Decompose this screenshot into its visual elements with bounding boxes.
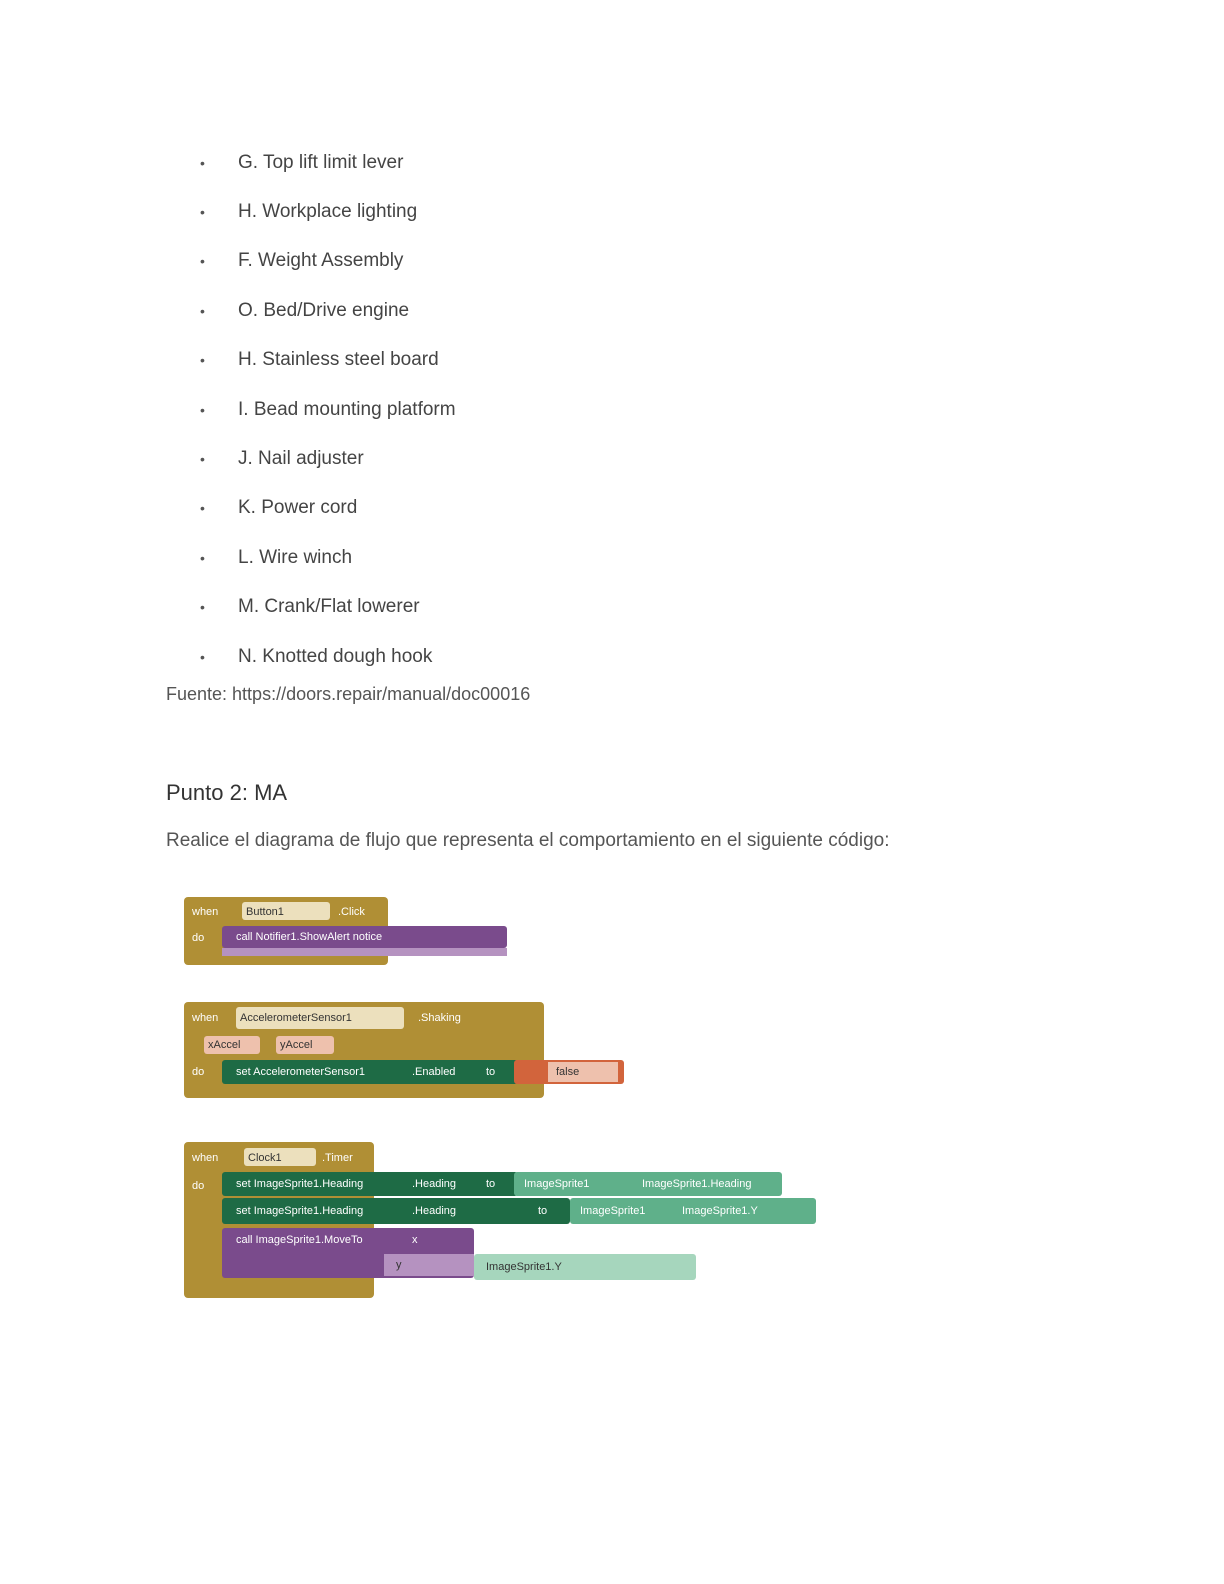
list-item-label: F. Weight Assembly	[238, 250, 404, 272]
list-item	[200, 336, 456, 385]
bullet-icon: •	[200, 204, 205, 221]
source-line: Fuente: https://doors.repair/manual/doc00016	[166, 684, 531, 704]
list-item	[200, 286, 456, 335]
bullet-icon: •	[200, 401, 205, 418]
event-name: .Click	[338, 906, 365, 918]
row2-text: set ImageSprite1.Heading	[236, 1205, 364, 1217]
bullet-icon: •	[200, 648, 205, 665]
list-item-label: J. Nail adjuster	[238, 448, 364, 470]
list-item-label: H. Workplace lighting	[238, 201, 418, 223]
bullet-icon: •	[200, 253, 205, 270]
row1-b: ImageSprite1.Heading	[642, 1178, 752, 1190]
list-item-label: G. Top lift limit lever	[238, 151, 404, 173]
bullet-icon: •	[200, 549, 205, 566]
list-item	[200, 385, 456, 434]
row2-b: ImageSprite1.Y	[682, 1205, 758, 1217]
to-label: to	[486, 1066, 496, 1078]
call-text: call Notifier1.ShowAlert notice	[236, 931, 383, 943]
component-name: AccelerometerSensor1	[240, 1012, 352, 1024]
list-item	[200, 138, 456, 187]
list-item-label: I. Bead mounting platform	[238, 398, 456, 420]
set-prop: .Enabled	[412, 1066, 456, 1078]
row3-value: ImageSprite1.Y	[486, 1261, 562, 1273]
bullet-icon: •	[200, 599, 205, 616]
do-label: do	[192, 1066, 205, 1078]
list-item	[200, 533, 456, 582]
list-item	[200, 434, 456, 483]
row3-y: y	[396, 1259, 402, 1271]
when-keyword: when	[192, 906, 219, 918]
row2-prop: .Heading	[412, 1205, 457, 1217]
list-item	[200, 484, 456, 533]
when-keyword: when	[192, 1012, 219, 1024]
section-title: Punto 2: MA	[166, 780, 288, 805]
row1-text: set ImageSprite1.Heading	[236, 1178, 364, 1190]
row1-a: ImageSprite1	[524, 1178, 590, 1190]
list-item-label: K. Power cord	[238, 497, 358, 519]
row2-a: ImageSprite1	[580, 1205, 646, 1217]
when-keyword: when	[192, 1152, 219, 1164]
value-text: false	[556, 1066, 580, 1078]
list-item	[200, 583, 456, 632]
row3-text: call ImageSprite1.MoveTo	[236, 1234, 363, 1246]
call-block-shadow	[222, 948, 507, 956]
list-item	[200, 632, 456, 681]
list-item	[200, 237, 456, 286]
component-name: Clock1	[248, 1152, 282, 1164]
bullet-icon: •	[200, 352, 205, 369]
do-label: do	[192, 932, 205, 944]
list-item-label: M. Crank/Flat lowerer	[238, 596, 420, 618]
component-list	[200, 138, 456, 681]
do-label: do	[192, 1180, 205, 1192]
list-item-label: H. Stainless steel board	[238, 349, 439, 371]
set-text: set AccelerometerSensor1	[236, 1066, 366, 1078]
list-item-label: N. Knotted dough hook	[238, 645, 433, 667]
param-xaccel-label: xAccel	[208, 1039, 241, 1051]
row3-label: x	[412, 1234, 418, 1246]
list-item-label: L. Wire winch	[238, 546, 353, 568]
row2-to: to	[538, 1205, 548, 1217]
bullet-icon: •	[200, 302, 205, 319]
bullet-icon: •	[200, 154, 205, 171]
component-name: Button1	[246, 906, 284, 918]
list-item-label: O. Bed/Drive engine	[238, 299, 410, 321]
bullet-icon: •	[200, 500, 205, 517]
list-item	[200, 187, 456, 236]
instructions-text: Realice el diagrama de flujo que representa el comportamiento en el siguiente código:	[166, 830, 890, 851]
event-name: .Timer	[322, 1152, 353, 1164]
param-yaccel-label: yAccel	[280, 1039, 313, 1051]
row1-prop: .Heading	[412, 1178, 457, 1190]
row1-to: to	[486, 1178, 496, 1190]
event-name: .Shaking	[418, 1012, 461, 1024]
bullet-icon: •	[200, 451, 205, 468]
